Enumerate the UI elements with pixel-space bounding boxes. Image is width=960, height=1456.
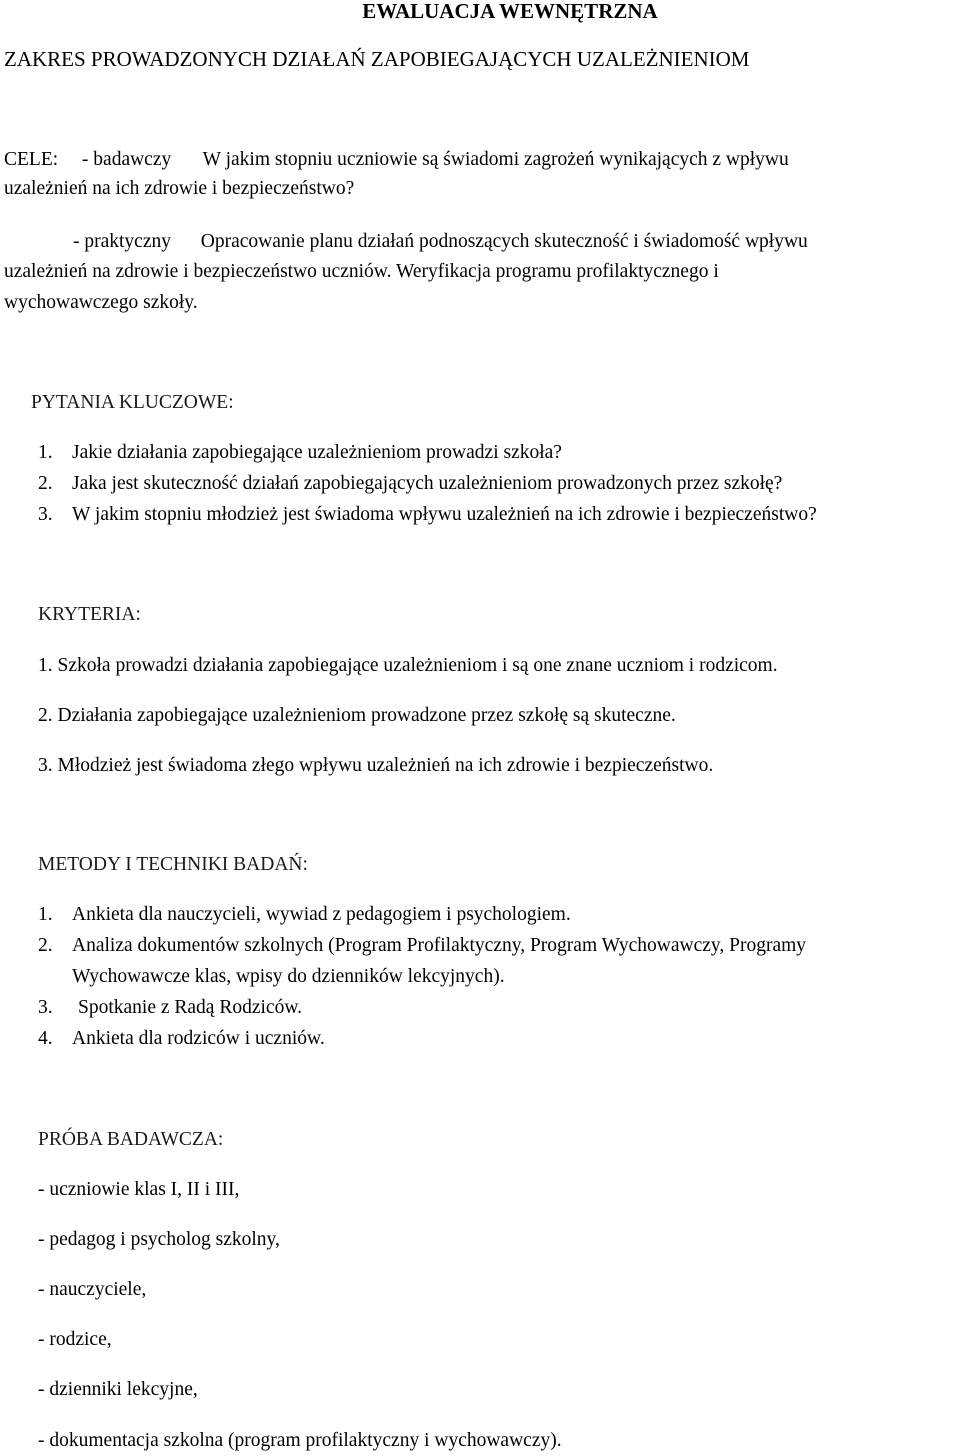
item-text: Młodzież jest świadoma złego wpływu uzależnień na ich zdrowie i bezpieczeństwo.: [57, 755, 714, 776]
item-text: W jakim stopniu młodzież jest świadoma wpływu uzależnień na ich zdrowie i bezpieczeństwo?: [72, 504, 817, 525]
metody-item: [38, 931, 806, 961]
item-text: Spotkanie z Radą Rodziców.: [78, 997, 303, 1018]
cele-praktyczny-text-cont2: wychowawczego szkoły.: [4, 292, 198, 313]
proba-item: - rodzice,: [38, 1329, 112, 1350]
item-text: Działania zapobiegające uzależnieniom prowadzone przez szkołę są skuteczne.: [57, 705, 676, 726]
pytania-item: [38, 438, 562, 468]
kryteria-item: [38, 701, 676, 731]
document-subtitle: ZAKRES PROWADZONYCH DZIAŁAŃ ZAPOBIEGAJĄCYCH UZALEŻNIENIOM: [4, 47, 750, 71]
pytania-heading: PYTANIA KLUCZOWE:: [31, 392, 234, 413]
item-text: Jaka jest skuteczność działań zapobiegających uzależnieniom prowadzonych przez szkołę?: [72, 473, 783, 494]
item-number: 1.: [38, 442, 53, 463]
item-text: Szkoła prowadzi działania zapobiegające uzależnieniom i są one znane uczniom i rodzicom.: [57, 655, 778, 676]
metody-item: [38, 900, 571, 930]
document-title: EWALUACJA WEWNĘTRZNA: [362, 0, 658, 23]
cele-praktyczny-text: Opracowanie planu działań podnoszących skuteczność i świadomość wpływu: [200, 231, 808, 252]
item-text: Jakie działania zapobiegające uzależnieniom prowadzi szkoła?: [72, 442, 562, 463]
item-number: 2.: [38, 705, 53, 726]
cele-badawczy-text: W jakim stopniu uczniowie są świadomi zagrożeń wynikających z wpływu: [202, 149, 789, 170]
cele-praktyczny-label: - praktyczny: [73, 231, 171, 252]
item-text: Ankieta dla nauczycieli, wywiad z pedagogiem i psychologiem.: [72, 904, 571, 925]
item-text: Analiza dokumentów szkolnych (Program Profilaktyczny, Program Wychowawczy, Programy: [72, 935, 807, 956]
pytania-item: [38, 469, 782, 499]
metody-item: [38, 993, 302, 1023]
kryteria-item: [38, 751, 713, 781]
cele-row-badawczy: [4, 145, 789, 175]
metody-item-cont: Wychowawcze klas, wpisy do dzienników lekcyjnych).: [72, 966, 505, 987]
proba-item: - nauczyciele,: [38, 1279, 147, 1300]
cele-row-praktyczny: [73, 227, 808, 257]
cele-label: CELE:: [4, 149, 59, 170]
item-number: 4.: [38, 1028, 53, 1049]
item-number: 3.: [38, 755, 53, 776]
item-number: 2.: [38, 935, 53, 956]
item-number: 2.: [38, 473, 53, 494]
proba-item: - dokumentacja szkolna (program profilaktyczny i wychowawczy).: [38, 1430, 562, 1451]
item-number: 3.: [38, 504, 53, 525]
item-text: Ankieta dla rodziców i uczniów.: [72, 1028, 325, 1049]
proba-heading: PRÓBA BADAWCZA:: [38, 1129, 224, 1150]
proba-item: - dzienniki lekcyjne,: [38, 1379, 198, 1400]
item-number: 3.: [38, 997, 53, 1018]
cele-badawczy-label: - badawczy: [81, 149, 172, 170]
metody-heading: METODY I TECHNIKI BADAŃ:: [38, 854, 308, 875]
proba-item: - uczniowie klas I, II i III,: [38, 1179, 240, 1200]
proba-item: - pedagog i psycholog szkolny,: [38, 1229, 280, 1250]
kryteria-heading: KRYTERIA:: [38, 604, 141, 625]
cele-praktyczny-text-cont: uzależnień na zdrowie i bezpieczeństwo uczniów. Weryfikacja programu profilaktycznego i: [4, 261, 719, 282]
kryteria-item: [38, 651, 778, 681]
item-number: 1.: [38, 655, 53, 676]
metody-item: [38, 1024, 325, 1054]
item-number: 1.: [38, 904, 53, 925]
cele-badawczy-text-cont: uzależnień na ich zdrowie i bezpieczeństwo?: [4, 178, 355, 199]
pytania-item: [38, 500, 817, 530]
